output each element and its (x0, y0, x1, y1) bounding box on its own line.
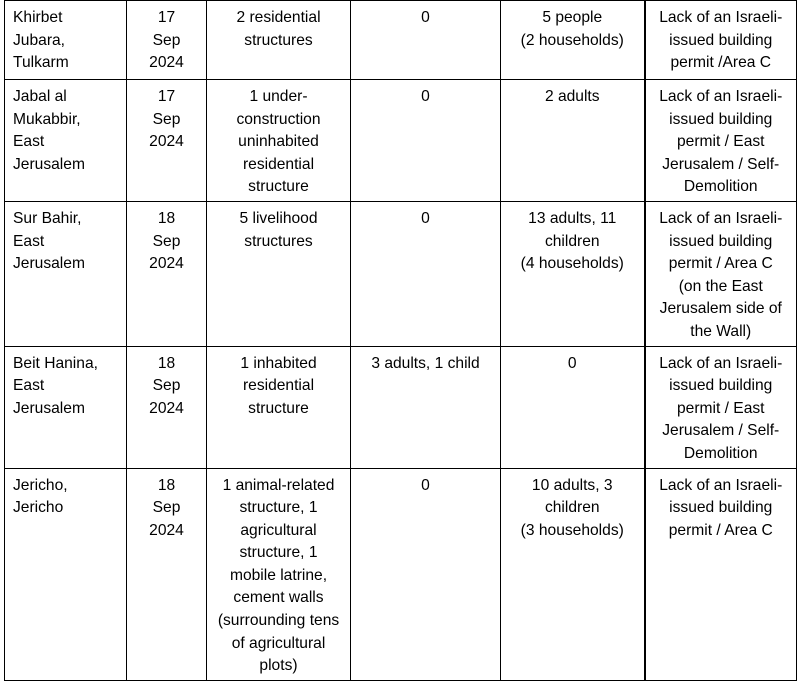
affected-text: 10 adults, 3 children (3 households) (520, 476, 624, 539)
reason-cell (645, 468, 797, 680)
structures-cell (207, 80, 351, 202)
reason-text: Lack of an Israeli- issued building permit /Area C (659, 9, 783, 72)
location-cell (5, 468, 127, 680)
structures-text: 1 inhabited residential structure (240, 354, 317, 417)
date-cell (127, 346, 207, 468)
demolitions-table (4, 0, 797, 681)
reason-text: Lack of an Israeli- issued building permit / Area C (on the East Jerusalem side of the Wall) (659, 209, 783, 340)
location-text: Khirbet Jubara, Tulkarm (13, 9, 69, 72)
table-row (5, 1, 797, 80)
affected-text: 2 adults (544, 88, 600, 105)
table-row (5, 468, 797, 680)
displaced-cell (351, 80, 501, 202)
displaced-text: 0 (421, 9, 430, 26)
affected-cell (501, 346, 645, 468)
structures-cell (207, 201, 351, 346)
structures-text: 1 animal-related structure, 1 agricultural structure, 1 mobile latrine, cement walls (surrounding tens of agricultural plots) (217, 476, 340, 675)
date-text: 17 Sep 2024 (149, 88, 184, 151)
location-cell (5, 201, 127, 346)
date-cell (127, 1, 207, 80)
location-cell (5, 1, 127, 80)
date-cell (127, 80, 207, 202)
date-cell (127, 468, 207, 680)
date-text: 18 Sep 2024 (149, 354, 184, 417)
location-text: Beit Hanina, East Jerusalem (13, 354, 98, 417)
displaced-cell (351, 1, 501, 80)
affected-cell (501, 201, 645, 346)
reason-cell (645, 346, 797, 468)
table-row (5, 201, 797, 346)
affected-text: 5 people (2 households) (520, 9, 624, 49)
reason-text: Lack of an Israeli- issued building permit / Area C (659, 476, 783, 539)
reason-cell (645, 1, 797, 80)
displaced-text: 0 (421, 476, 430, 494)
table-row (5, 80, 797, 202)
affected-text: 0 (567, 354, 577, 372)
location-text: Jabal al Mukabbir, East Jerusalem (13, 88, 85, 173)
affected-text: 13 adults, 11 children (4 households) (520, 209, 624, 273)
reason-text: Lack of an Israeli- issued building permit / East Jerusalem / Self- Demolition (659, 88, 783, 196)
displaced-cell (351, 346, 501, 468)
date-text: 17 Sep 2024 (149, 9, 184, 72)
reason-cell (645, 80, 797, 202)
reason-cell (645, 201, 797, 346)
structures-cell (207, 1, 351, 80)
date-cell (127, 201, 207, 346)
structures-cell (207, 346, 351, 468)
affected-cell (501, 1, 645, 80)
location-cell (5, 346, 127, 468)
displaced-cell (351, 468, 501, 680)
location-text: Sur Bahir, East Jerusalem (13, 209, 85, 273)
affected-cell (501, 80, 645, 202)
displaced-text: 3 adults, 1 child (371, 354, 480, 372)
location-cell (5, 80, 127, 202)
affected-cell (501, 468, 645, 680)
location-text: Jericho, Jericho (13, 476, 68, 517)
date-text: 18 Sep 2024 (149, 209, 184, 273)
table-row (5, 346, 797, 468)
structures-text: 5 livelihood structures (239, 209, 318, 250)
displaced-text: 0 (421, 209, 430, 227)
date-text: 18 Sep 2024 (149, 476, 184, 539)
reason-text: Lack of an Israeli- issued building permit / East Jerusalem / Self- Demolition (659, 354, 783, 462)
structures-cell (207, 468, 351, 680)
displaced-cell (351, 201, 501, 346)
structures-text: 1 under- construction uninhabited residential structure (236, 88, 321, 196)
displaced-text: 0 (421, 88, 430, 105)
structures-text: 2 residential structures (236, 9, 321, 49)
